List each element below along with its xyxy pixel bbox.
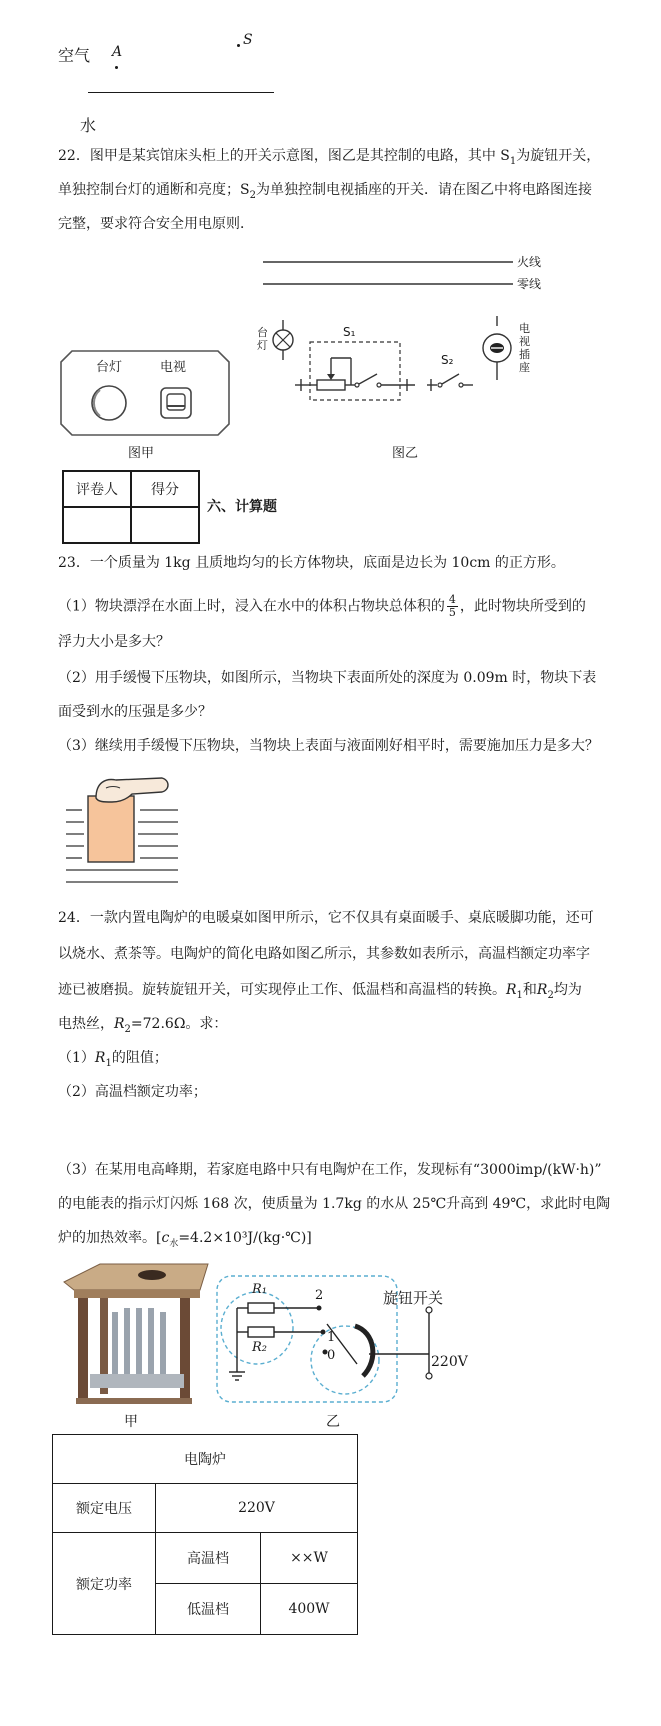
spec-title: 电陶炉 xyxy=(53,1435,358,1484)
block-water-drawing xyxy=(62,768,182,888)
terminal-2-label: 2 xyxy=(315,1288,324,1303)
q24-line3: 迹已被磨损。旋转旋钮开关，可实现停止工作、低温档和高温档的转换。$R_1$和$R_2$均为 xyxy=(58,982,582,1001)
water-surface-line xyxy=(88,92,274,93)
voltage-label: 220V xyxy=(431,1354,468,1370)
lamp-label: 台灯 xyxy=(96,360,123,375)
point-s-dot xyxy=(237,44,240,47)
q24-part3-line3: 炉的加热效率。$[c_水=4.2\times 10^3J/(kg\cdot℃)]$ xyxy=(58,1230,312,1249)
q24-line4: 电热丝，$R_2=72.6\Omega$。求： xyxy=(58,1016,228,1035)
q23-part2-cont: 面受到水的压强是多少？ xyxy=(58,704,212,720)
low-temp-value: 400W xyxy=(261,1584,358,1635)
fig-yi-label: 乙 xyxy=(326,1414,340,1430)
grading-table xyxy=(62,470,200,544)
terminal-0-label: 0 xyxy=(327,1348,336,1363)
terminal-1-label: 1 xyxy=(327,1330,336,1345)
tv-socket-label: 电视插座 xyxy=(519,322,530,374)
fig-jia-caption: 图甲 xyxy=(128,446,155,461)
r1-label: R₁ xyxy=(252,1282,267,1297)
spec-table xyxy=(52,1434,358,1635)
rated-power-label: 额定功率 xyxy=(53,1533,156,1635)
q24-line1: 24．一款内置电陶炉的电暖桌如图甲所示，它不仅具有桌面暖手、桌底暖脚功能，还可 xyxy=(58,910,594,926)
q23-part1: （1）物块漂浮在水面上时，浸入在水中的体积占物块总体积的 $\frac{4}{5}$ ，此时物块所受到的 xyxy=(58,593,586,619)
rated-voltage-label: 额定电压 xyxy=(53,1484,156,1533)
low-temp-label: 低温档 xyxy=(156,1584,261,1635)
tv-label: 电视 xyxy=(160,360,187,375)
fraction-4-5: $\frac{4}{5}$ xyxy=(448,593,456,619)
switch-panel-figure xyxy=(60,350,230,436)
circuit-drawing xyxy=(255,250,555,420)
lamp-symbol-label: 台灯 xyxy=(257,326,268,352)
score-cell[interactable] xyxy=(131,507,199,543)
q24-part1: $(1)R_1$的阻值； xyxy=(58,1050,168,1069)
switch-panel-outline xyxy=(60,350,230,436)
fig-yi-caption: 图乙 xyxy=(392,446,419,461)
section-title: 六、计算题 xyxy=(207,499,277,515)
fire-wire-label: 火线 xyxy=(517,255,542,269)
point-a-dot xyxy=(115,66,118,69)
point-a-label: A xyxy=(112,44,123,60)
reviewer-header: 评卷人 xyxy=(63,471,131,507)
q24-part3: （3）在某用电高峰期，若家庭电路中只有电陶炉在工作，发现标有“3000imp/(kW·h)” xyxy=(58,1162,602,1178)
block-in-water-figure xyxy=(62,768,182,888)
high-temp-value: ××W xyxy=(261,1533,358,1584)
reviewer-cell[interactable] xyxy=(63,507,131,543)
water-label: 水 xyxy=(80,116,97,135)
point-s-label: S xyxy=(243,32,253,48)
fig-jia-label: 甲 xyxy=(124,1414,138,1430)
zero-wire-label: 零线 xyxy=(517,277,542,291)
q23-part2: （2）用手缓慢下压物块，如图所示，当物块下表面所处的深度为 0.09m 时，物块下表 xyxy=(58,670,597,686)
q23-part1-cont: 浮力大小是多大？ xyxy=(58,634,170,650)
q24-part3-line2: 的电能表的指示灯闪烁 168 次，使质量为 1.7kg 的水从 25℃升高到 49℃，求此时电陶 xyxy=(58,1196,611,1212)
high-temp-label: 高温档 xyxy=(156,1533,261,1584)
q23-part3: （3）继续用手缓慢下压物块，当物块上表面与液面刚好相平时，需要施加压力是多大？ xyxy=(58,738,599,754)
q22-line1: 22．图甲是某宾馆床头柜上的开关示意图，图乙是其控制的电路，其中 $S_1$为旋钮开关， xyxy=(58,148,601,167)
q23-line1: 23．一个质量为 1kg 且质地均匀的长方体物块，底面是边长为 10cm 的正方形。 xyxy=(58,555,565,571)
q24-line2: 以烧水、煮茶等。电陶炉的简化电路如图乙所示，其参数如表所示，高温档额定功率字 xyxy=(58,946,590,962)
score-header: 得分 xyxy=(131,471,199,507)
ceramic-stove-circuit xyxy=(215,1268,475,1413)
q22-line2: 单独控制台灯的通断和亮度；$S_2$为单独控制电视插座的开关．请在图乙中将电路图连接 xyxy=(58,182,592,201)
s2-label: S₂ xyxy=(441,353,454,367)
air-label: 空气 xyxy=(58,46,91,65)
q24-part2: （2）高温档额定功率； xyxy=(58,1084,207,1100)
q22-line3: 完整，要求符合安全用电原则． xyxy=(58,216,254,232)
s1-label: S₁ xyxy=(343,325,356,339)
knob-switch-label: 旋钮开关 xyxy=(383,1289,444,1307)
circuit-figure-yi xyxy=(255,250,555,420)
heater-table-drawing xyxy=(60,1262,210,1414)
rated-voltage-value: 220V xyxy=(156,1484,358,1533)
heater-table-photo xyxy=(60,1262,210,1414)
r2-label: R₂ xyxy=(252,1340,267,1355)
